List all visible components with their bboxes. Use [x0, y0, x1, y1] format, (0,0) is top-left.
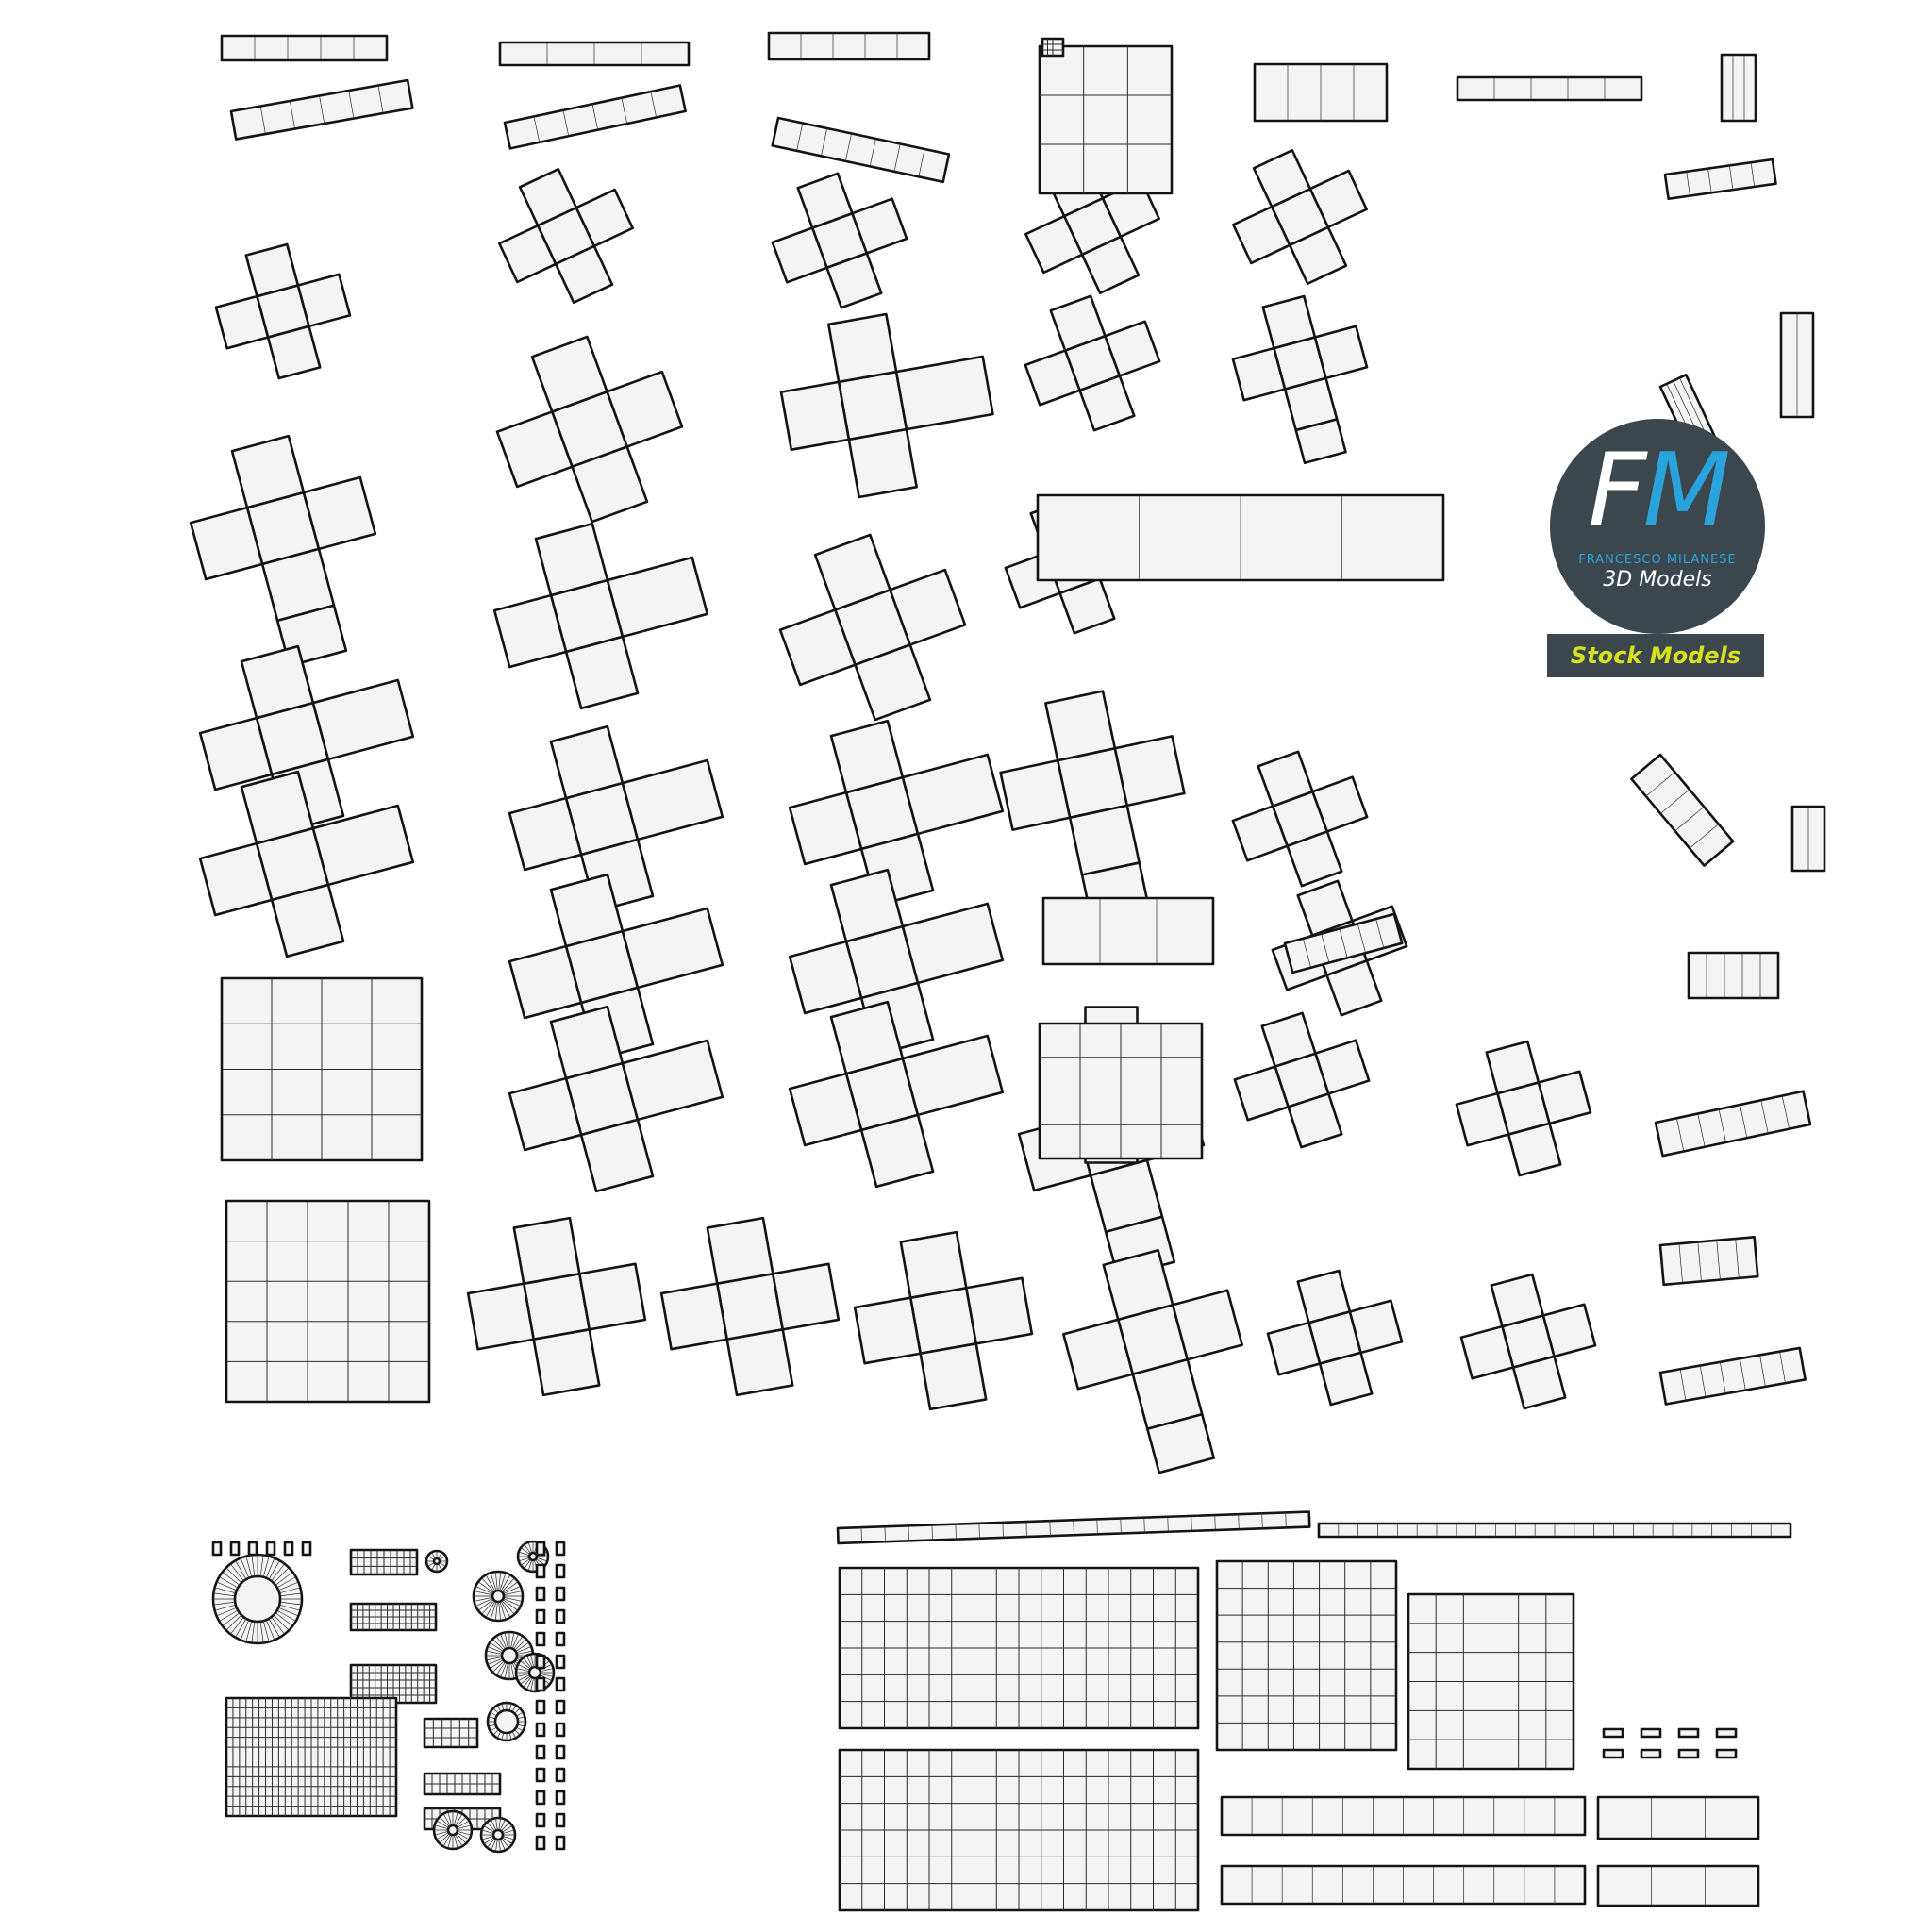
uv-face: [1233, 348, 1285, 400]
strip-island: [1598, 1866, 1758, 1906]
uv-face: [903, 1036, 1003, 1115]
uv-face: [901, 1232, 967, 1298]
cross-island: [479, 501, 723, 724]
strip-island: [1660, 1348, 1806, 1405]
uv-face: [661, 1284, 727, 1350]
cross-island: [1257, 1259, 1412, 1415]
cluster-pip: [537, 1701, 544, 1713]
uv-face: [1298, 1271, 1350, 1323]
cross-island: [494, 704, 738, 926]
disc-island: [213, 1555, 302, 1643]
strip-island: [222, 36, 387, 60]
cross-island: [760, 515, 985, 740]
cluster-pip: [537, 1588, 544, 1600]
uv-face: [534, 1329, 600, 1395]
small-piece: [1717, 1729, 1736, 1737]
strip-body: [1689, 953, 1778, 998]
cluster-pip: [537, 1610, 544, 1623]
grid-panel: [1040, 1024, 1202, 1158]
small-piece: [1679, 1750, 1698, 1757]
cluster-pip: [557, 1701, 564, 1713]
strip-island: [1781, 313, 1813, 417]
cluster-pip: [537, 1791, 544, 1804]
logo-letter-m: M: [1642, 432, 1727, 550]
uv-face: [1487, 1041, 1539, 1093]
uv-face: [828, 314, 896, 382]
grid-panel: [222, 978, 422, 1160]
uv-face: [1543, 1305, 1595, 1357]
disc-island: [434, 1811, 472, 1849]
cluster-pip: [303, 1542, 310, 1555]
logo-brand: FRANCESCO MILANESE: [1578, 553, 1737, 567]
uv-face: [1539, 1072, 1591, 1124]
uv-face: [903, 904, 1003, 983]
strip-island: [1222, 1866, 1585, 1904]
uv-face: [1513, 1357, 1565, 1408]
cluster-strip: [351, 1550, 417, 1574]
uv-face: [1491, 1274, 1543, 1326]
strip-island: [1255, 64, 1387, 121]
cross-island: [758, 158, 921, 322]
strip-body: [769, 33, 929, 59]
logo-monogram: [1547, 432, 1768, 550]
cluster-pip: [557, 1565, 564, 1577]
strip-body: [1660, 1237, 1757, 1285]
fm-logo: [1547, 419, 1768, 677]
grid-panel: [1408, 1594, 1574, 1769]
strip-island: [1689, 953, 1778, 998]
small-piece: [1641, 1750, 1660, 1757]
cluster-pip: [537, 1814, 544, 1826]
logo-letter-f: F: [1588, 432, 1643, 550]
strip-body: [1656, 1091, 1810, 1156]
uv-face: [623, 908, 723, 988]
uv-face: [717, 1274, 783, 1340]
cross-island: [1010, 281, 1174, 444]
ring-inner: [448, 1825, 458, 1835]
ring-inner: [434, 1558, 440, 1564]
cluster-pip: [557, 1542, 564, 1555]
panel-islands: [222, 39, 1736, 1910]
cross-island: [1222, 1000, 1382, 1160]
small-piece: [1604, 1729, 1623, 1737]
cluster-strip: [351, 1604, 436, 1630]
cluster-pip: [557, 1588, 564, 1600]
uv-face: [268, 326, 320, 378]
logo-tagline: 3D Models: [1603, 568, 1712, 591]
cluster-pip: [213, 1542, 221, 1555]
cross-island: [1215, 132, 1384, 301]
ring-inner: [235, 1576, 280, 1622]
cluster-pip: [537, 1769, 544, 1781]
strip-island: [769, 33, 929, 59]
panel-body: [226, 1201, 429, 1402]
uv-face: [1115, 736, 1185, 806]
uv-face: [313, 680, 413, 759]
strip-island: [1665, 159, 1775, 199]
uv-face: [514, 1218, 580, 1284]
small-piece: [1679, 1729, 1698, 1737]
uv-face: [1001, 760, 1071, 830]
strip-body: [222, 36, 387, 60]
cross-island: [458, 1208, 656, 1406]
disc-island: [488, 1703, 525, 1740]
cluster-pip: [557, 1610, 564, 1623]
uv-face: [1457, 1093, 1508, 1145]
cluster-pip: [537, 1678, 544, 1690]
strip-island: [1660, 1237, 1757, 1285]
cluster-pip: [537, 1565, 544, 1577]
strip-island: [773, 118, 949, 182]
strip-island: [1319, 1524, 1790, 1537]
cross-island: [771, 299, 1003, 508]
cross-island: [1049, 1236, 1269, 1488]
grid-panel: [226, 1201, 429, 1402]
cross-island: [1445, 1030, 1601, 1186]
ring-inner: [495, 1710, 518, 1733]
ring-inner: [502, 1648, 517, 1663]
uv-face: [903, 755, 1003, 834]
grid-panel: [840, 1750, 1198, 1910]
strip-body: [1598, 1797, 1758, 1839]
small-piece: [1604, 1750, 1623, 1757]
uv-face: [1320, 1353, 1372, 1405]
cluster-pip: [557, 1769, 564, 1781]
disc-island: [481, 1818, 515, 1852]
uv-face: [1461, 1326, 1513, 1378]
disc-island: [516, 1654, 554, 1691]
cluster-pip: [285, 1542, 292, 1555]
strip-body: [1598, 1866, 1758, 1906]
strip-body: [773, 118, 949, 182]
strip-body: [1043, 898, 1213, 964]
cluster-pip: [557, 1724, 564, 1736]
cluster-pip: [231, 1542, 239, 1555]
uv-face: [1508, 1124, 1560, 1175]
cluster-strip: [425, 1719, 477, 1747]
cluster-pip: [267, 1542, 275, 1555]
uv-face: [781, 382, 849, 450]
disc-island: [426, 1551, 447, 1572]
ring-inner: [492, 1591, 504, 1602]
uv-face: [216, 296, 268, 348]
uv-face: [921, 1343, 987, 1409]
strip-island: [1598, 1797, 1758, 1839]
uv-face: [839, 372, 907, 440]
cluster-pip: [557, 1791, 564, 1804]
strip-island: [1631, 755, 1733, 866]
cluster-pip: [557, 1746, 564, 1758]
cluster-pip: [537, 1837, 544, 1849]
strip-island: [1792, 807, 1824, 871]
cross-island: [1222, 285, 1387, 474]
cluster-pip: [557, 1656, 564, 1668]
grid-panel: [1042, 39, 1063, 56]
cluster-sheet: [226, 1698, 396, 1816]
uv-face: [623, 1041, 723, 1120]
uv-face: [1045, 691, 1115, 761]
cross-island: [175, 421, 403, 681]
uv-face: [1350, 1301, 1402, 1353]
cross-island: [845, 1223, 1042, 1420]
cross-island: [481, 151, 650, 320]
cluster-pip: [557, 1837, 564, 1849]
cross-island: [989, 679, 1207, 933]
uv-face: [708, 1218, 774, 1284]
strip-island: [1656, 1091, 1810, 1156]
uv-face: [1263, 296, 1315, 348]
uv-face: [727, 1329, 793, 1395]
uv-face: [849, 429, 917, 497]
strip-body: [1660, 1348, 1806, 1405]
uv-face: [1315, 326, 1367, 378]
strip-body: [1665, 159, 1775, 199]
strip-island: [1038, 495, 1443, 580]
cross-island: [652, 1208, 849, 1406]
uv-face: [855, 1298, 921, 1364]
uv-face: [896, 357, 992, 429]
grid-panel: [1040, 46, 1172, 193]
strip-island: [1457, 77, 1641, 100]
uv-face: [524, 1274, 590, 1340]
uv-face: [773, 1264, 839, 1330]
uv-face: [623, 760, 723, 840]
strip-island: [500, 42, 689, 65]
small-piece: [1717, 1750, 1736, 1757]
uv-face: [966, 1278, 1032, 1344]
cross-island: [1450, 1263, 1606, 1419]
cluster-pip: [537, 1542, 544, 1555]
strip-body: [1722, 55, 1756, 121]
panel-body: [1217, 1561, 1396, 1750]
strip-island: [231, 80, 412, 140]
cluster-pip: [557, 1814, 564, 1826]
cross-island: [1218, 737, 1381, 900]
grid-panel: [840, 1568, 1198, 1728]
cross-island: [774, 698, 1018, 921]
cluster-strip: [425, 1774, 500, 1794]
uv-face: [579, 1264, 645, 1330]
uv-face: [910, 1288, 976, 1354]
cluster-pip: [557, 1633, 564, 1645]
small-piece: [1641, 1729, 1660, 1737]
uv-face: [468, 1284, 534, 1350]
logo-banner: Stock Models: [1547, 634, 1764, 677]
cross-island: [205, 233, 360, 389]
uv-face: [246, 244, 298, 296]
strip-body: [1631, 755, 1733, 866]
cluster-pip: [249, 1542, 257, 1555]
panel-body: [1040, 46, 1172, 193]
ring-inner: [493, 1830, 503, 1840]
cluster-pip: [557, 1678, 564, 1690]
uv-face: [298, 275, 350, 326]
strip-body: [1457, 77, 1641, 100]
cross-island: [477, 317, 702, 541]
cluster-pip: [537, 1724, 544, 1736]
strip-island: [1222, 1797, 1585, 1835]
grid-panel: [1217, 1561, 1396, 1750]
strip-island: [838, 1512, 1309, 1543]
uv-face: [1268, 1323, 1320, 1374]
cluster-pip: [537, 1633, 544, 1645]
disc-island: [474, 1572, 523, 1621]
strip-island: [1043, 898, 1213, 964]
strip-island: [505, 85, 686, 148]
cluster-pip: [537, 1656, 544, 1668]
cluster-pip: [537, 1746, 544, 1758]
strip-island: [1722, 55, 1756, 121]
uv-face: [608, 558, 708, 637]
